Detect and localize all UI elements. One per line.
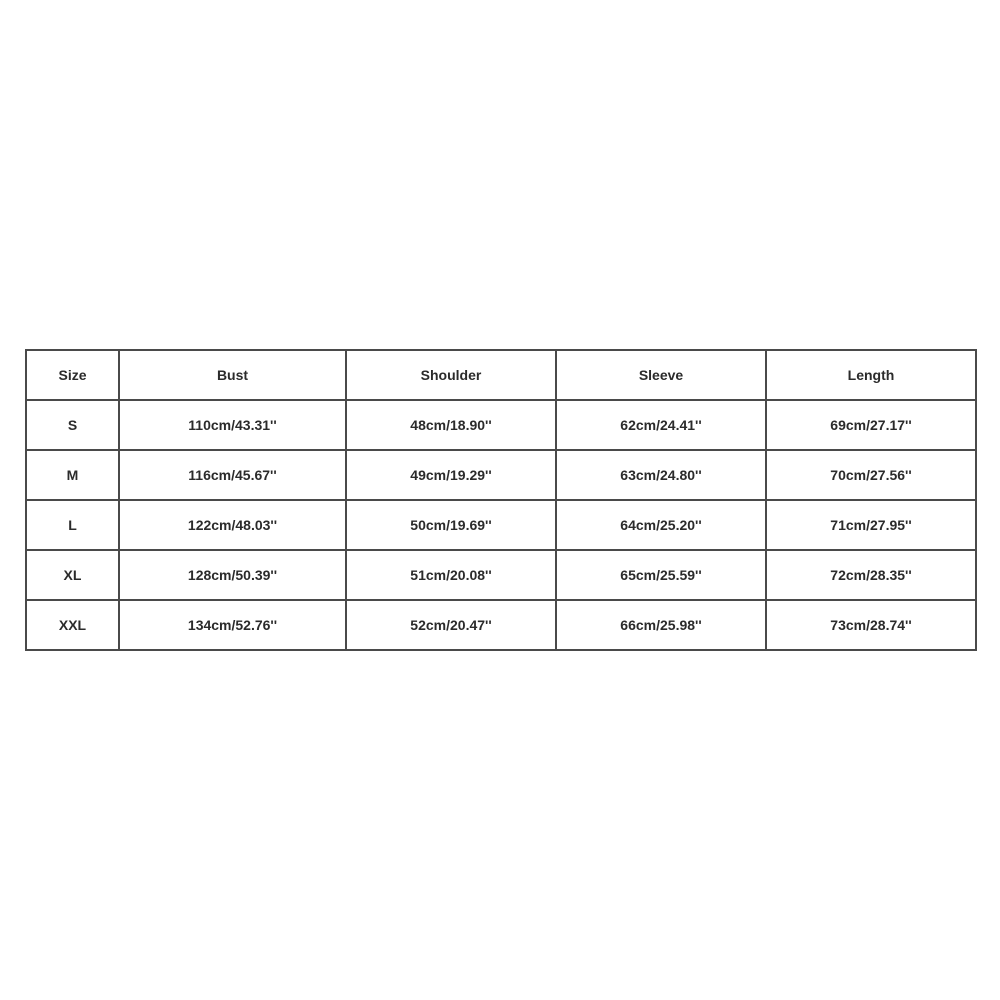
cell-length: 72cm/28.35''	[766, 550, 976, 600]
table-row	[26, 400, 976, 450]
header-shoulder: Shoulder	[346, 350, 556, 400]
size-chart-table	[25, 349, 977, 651]
cell-length: 70cm/27.56''	[766, 450, 976, 500]
cell-bust: 128cm/50.39''	[119, 550, 346, 600]
cell-length: 71cm/27.95''	[766, 500, 976, 550]
cell-bust: 134cm/52.76''	[119, 600, 346, 650]
table-row	[26, 500, 976, 550]
cell-bust: 116cm/45.67''	[119, 450, 346, 500]
cell-sleeve: 63cm/24.80''	[556, 450, 766, 500]
cell-shoulder: 50cm/19.69''	[346, 500, 556, 550]
table-row	[26, 450, 976, 500]
cell-size: S	[26, 400, 119, 450]
table-header-row	[26, 350, 976, 400]
cell-sleeve: 62cm/24.41''	[556, 400, 766, 450]
cell-size: XL	[26, 550, 119, 600]
header-size: Size	[26, 350, 119, 400]
cell-size: XXL	[26, 600, 119, 650]
header-sleeve: Sleeve	[556, 350, 766, 400]
cell-length: 73cm/28.74''	[766, 600, 976, 650]
cell-size: M	[26, 450, 119, 500]
cell-size: L	[26, 500, 119, 550]
cell-sleeve: 65cm/25.59''	[556, 550, 766, 600]
cell-shoulder: 48cm/18.90''	[346, 400, 556, 450]
header-bust: Bust	[119, 350, 346, 400]
cell-shoulder: 52cm/20.47''	[346, 600, 556, 650]
table-row	[26, 600, 976, 650]
table-row	[26, 550, 976, 600]
header-length: Length	[766, 350, 976, 400]
cell-length: 69cm/27.17''	[766, 400, 976, 450]
cell-bust: 110cm/43.31''	[119, 400, 346, 450]
cell-sleeve: 64cm/25.20''	[556, 500, 766, 550]
cell-shoulder: 51cm/20.08''	[346, 550, 556, 600]
cell-sleeve: 66cm/25.98''	[556, 600, 766, 650]
cell-bust: 122cm/48.03''	[119, 500, 346, 550]
cell-shoulder: 49cm/19.29''	[346, 450, 556, 500]
